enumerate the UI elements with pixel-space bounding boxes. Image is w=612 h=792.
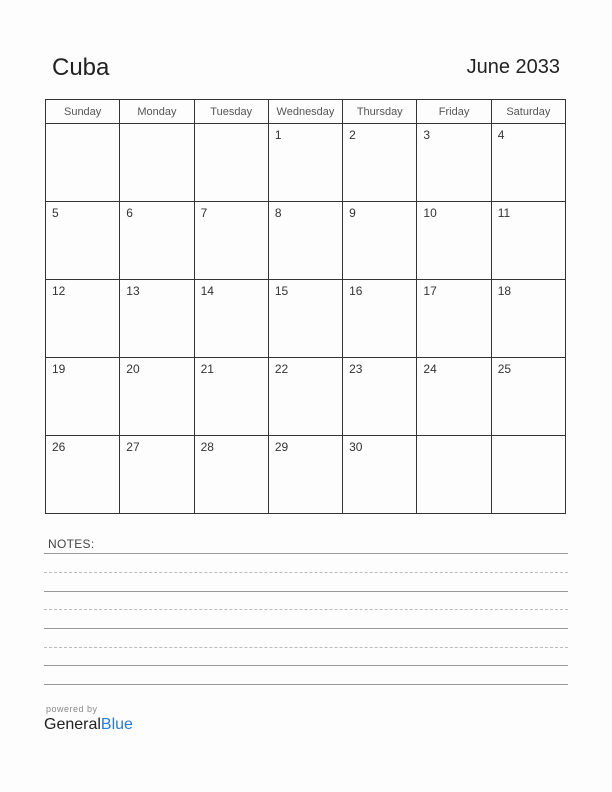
day-cell: 18 xyxy=(491,280,565,358)
weekday-saturday: Saturday xyxy=(491,100,565,124)
brand-general: General xyxy=(44,716,101,733)
day-cell: 21 xyxy=(194,358,268,436)
day-cell: 6 xyxy=(120,202,194,280)
notes-line xyxy=(44,665,568,666)
generalblue-logo xyxy=(44,716,133,734)
day-cell: 15 xyxy=(268,280,342,358)
notes-label: NOTES: xyxy=(48,537,95,551)
day-cell: 25 xyxy=(491,358,565,436)
day-cell xyxy=(120,124,194,202)
day-cell: 16 xyxy=(343,280,417,358)
day-cell: 29 xyxy=(268,436,342,514)
weekday-thursday: Thursday xyxy=(343,100,417,124)
weekday-monday: Monday xyxy=(120,100,194,124)
week-row xyxy=(46,124,566,202)
brand-blue: Blue xyxy=(100,716,133,733)
week-row xyxy=(46,280,566,358)
day-cell: 10 xyxy=(417,202,491,280)
day-cell: 17 xyxy=(417,280,491,358)
day-cell: 20 xyxy=(120,358,194,436)
day-cell xyxy=(417,436,491,514)
day-cell: 12 xyxy=(46,280,120,358)
day-cell: 11 xyxy=(491,202,565,280)
notes-line xyxy=(44,647,568,648)
notes-line xyxy=(44,609,568,610)
day-cell: 27 xyxy=(120,436,194,514)
powered-by-text: powered by xyxy=(46,704,98,714)
week-row xyxy=(46,358,566,436)
calendar-grid xyxy=(45,99,566,514)
week-row xyxy=(46,436,566,514)
day-cell xyxy=(46,124,120,202)
day-cell: 28 xyxy=(194,436,268,514)
day-cell: 2 xyxy=(343,124,417,202)
day-cell: 9 xyxy=(343,202,417,280)
day-cell: 14 xyxy=(194,280,268,358)
weekday-wednesday: Wednesday xyxy=(268,100,342,124)
day-cell: 13 xyxy=(120,280,194,358)
day-cell: 24 xyxy=(417,358,491,436)
day-cell: 4 xyxy=(491,124,565,202)
day-cell: 26 xyxy=(46,436,120,514)
notes-line xyxy=(44,628,568,629)
day-cell: 1 xyxy=(268,124,342,202)
notes-line xyxy=(44,572,568,573)
notes-line xyxy=(44,684,568,685)
day-cell: 3 xyxy=(417,124,491,202)
day-cell: 8 xyxy=(268,202,342,280)
weekday-header-row xyxy=(46,100,566,124)
day-cell: 5 xyxy=(46,202,120,280)
weekday-sunday: Sunday xyxy=(46,100,120,124)
day-cell: 23 xyxy=(343,358,417,436)
month-title: June 2033 xyxy=(466,56,560,78)
week-row xyxy=(46,202,566,280)
day-cell: 7 xyxy=(194,202,268,280)
weekday-tuesday: Tuesday xyxy=(194,100,268,124)
country-title: Cuba xyxy=(52,54,110,81)
weekday-friday: Friday xyxy=(417,100,491,124)
day-cell: 22 xyxy=(268,358,342,436)
day-cell: 30 xyxy=(343,436,417,514)
notes-line xyxy=(44,591,568,592)
day-cell xyxy=(491,436,565,514)
day-cell xyxy=(194,124,268,202)
notes-line xyxy=(44,553,568,554)
day-cell: 19 xyxy=(46,358,120,436)
